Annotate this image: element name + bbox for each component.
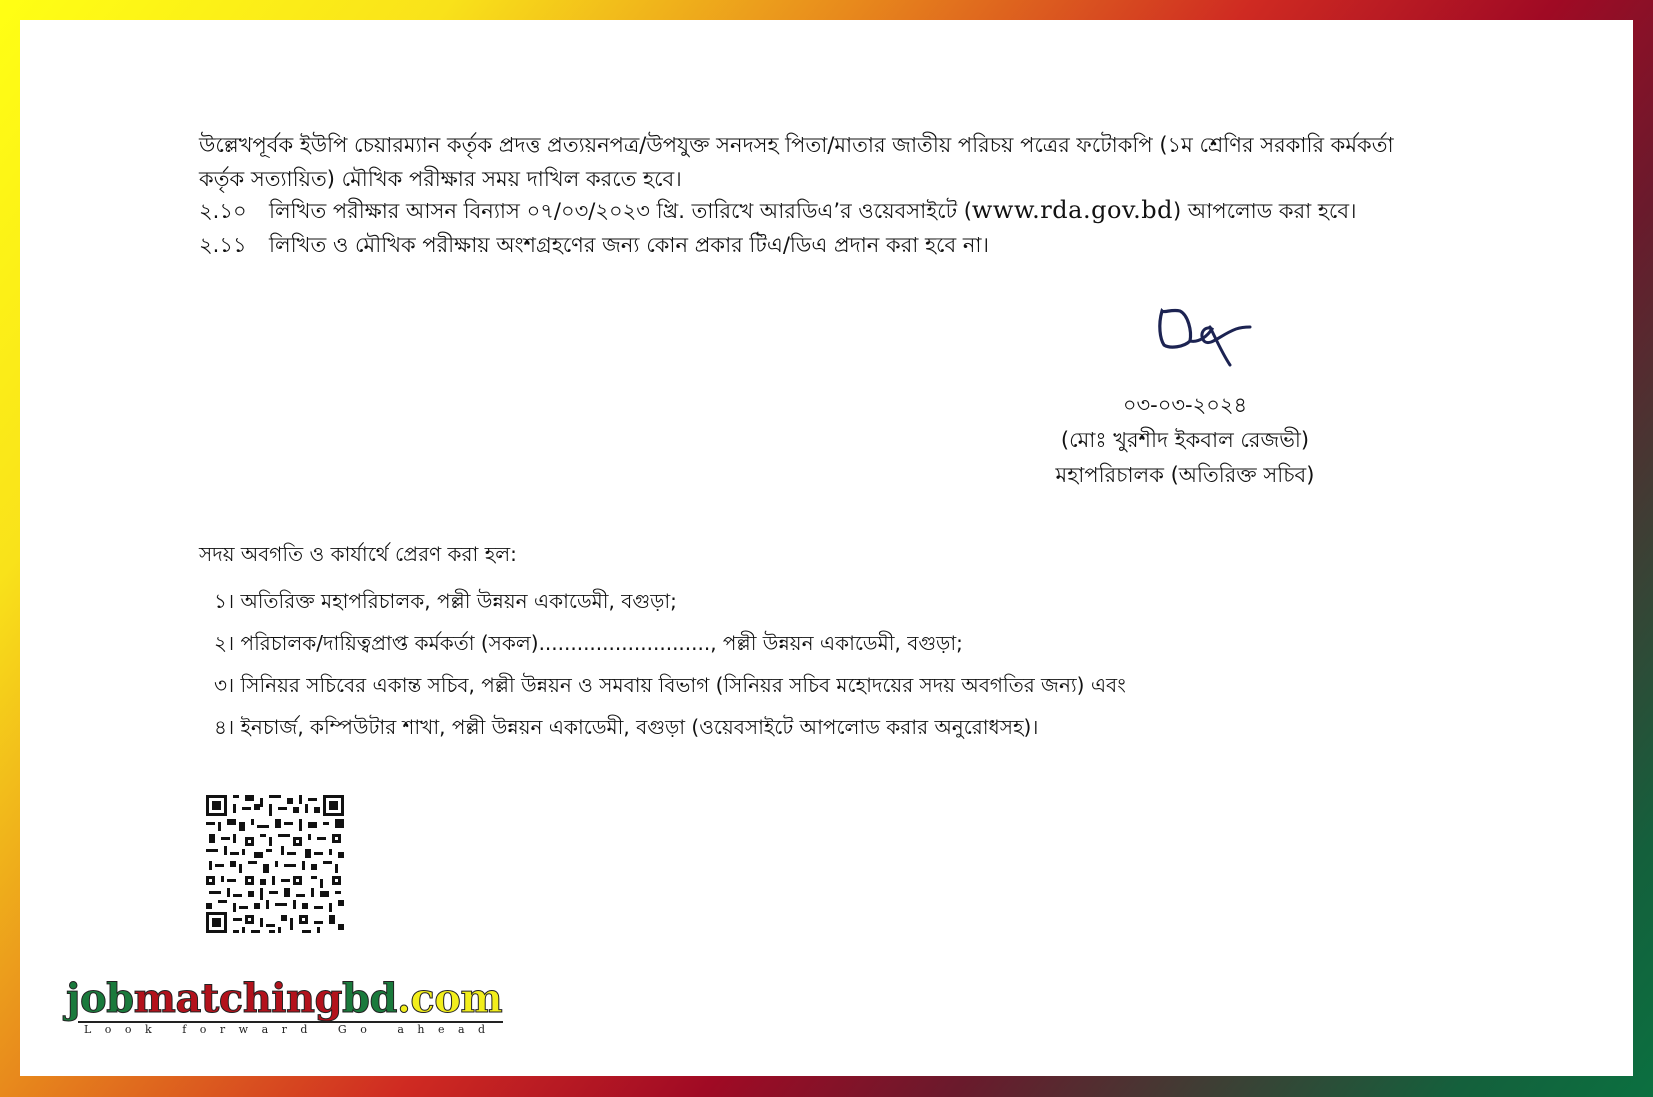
signatory-designation: মহাপরিচালক (অতিরিক্ত সচিব) [1055,463,1315,487]
clause-text: লিখিত পরীক্ষার আসন বিন্যাস ০৭/০৩/২০২৩ খ্রি. তারিখে আরডিএ’র ওয়েবসাইটে ( [269,199,972,223]
paragraph-line-2: কর্তৃক সত্যায়িত) মৌখিক পরীক্ষার সময় দাখিল করতে হবে। [199,167,682,191]
clause-number: ২.১০ [199,199,247,223]
watermark-tagline: Look forward Go ahead [84,1023,499,1036]
distribution-item: ২। পরিচালক/দায়িত্বপ্রাপ্ত কর্মকর্তা (সকল)..........................., পল্লী উন্নয়ন একাডেমী, বগুড়া; [214,631,963,655]
distribution-item: ১। অতিরিক্ত মহাপরিচালক, পল্লী উন্নয়ন একাডেমী, বগুড়া; [214,589,677,613]
signature-date: ০৩-০৩-২০২৪ [1122,393,1248,417]
distribution-list [214,580,1126,748]
distribution-item: ৩। সিনিয়র সচিবের একান্ত সচিব, পল্লী উন্নয়ন ও সমবায় বিভাগ (সিনিয়র সচিব মহোদয়ের সদয় অবগতির জন্য) এবং [214,673,1126,697]
signature-icon [1150,305,1270,385]
clause-text-end: ) আপলোড করা হবে। [1172,199,1357,223]
clause-2-10 [199,193,1357,228]
website-link[interactable]: www.rda.gov.bd [971,196,1173,224]
paragraph-line-1: উল্লেখপূর্বক ইউপি চেয়ারম্যান কর্তৃক প্রদত্ত প্রত্যয়নপত্র/উপযুক্ত সনদসহ পিতা/মাতার জাতীয় পরিচয় পত্রের ফটোকপি (১ম শ্রেণির সরকারি কর্মকর্তা [199,133,1394,157]
qr-code-icon [203,792,347,936]
distribution-item: ৪। ইনচার্জ, কম্পিউটার শাখা, পল্লী উন্নয়ন একাডেমী, বগুড়া (ওয়েবসাইটে আপলোড করার অনুরোধসহ)। [214,715,1039,739]
paragraph-continued [199,128,1394,196]
clause-2-11 [199,228,1357,262]
clause-text: লিখিত ও মৌখিক পরীক্ষায় অংশগ্রহণের জন্য কোন প্রকার টিএ/ডিএ প্রদান করা হবে না। [269,233,989,257]
clause-number: ২.১১ [199,233,247,257]
distribution-heading: সদয় অবগতি ও কার্যার্থে প্রেরণ করা হল: [199,542,517,566]
signatory-name: (মোঃ খুরশীদ ইকবাল রেজভী) [1060,428,1310,452]
clause-list [199,193,1357,262]
watermark-wordmark: jobmatchingbd.com [66,975,503,1022]
watermark-logo [66,975,506,1037]
signature-block [1040,388,1330,493]
